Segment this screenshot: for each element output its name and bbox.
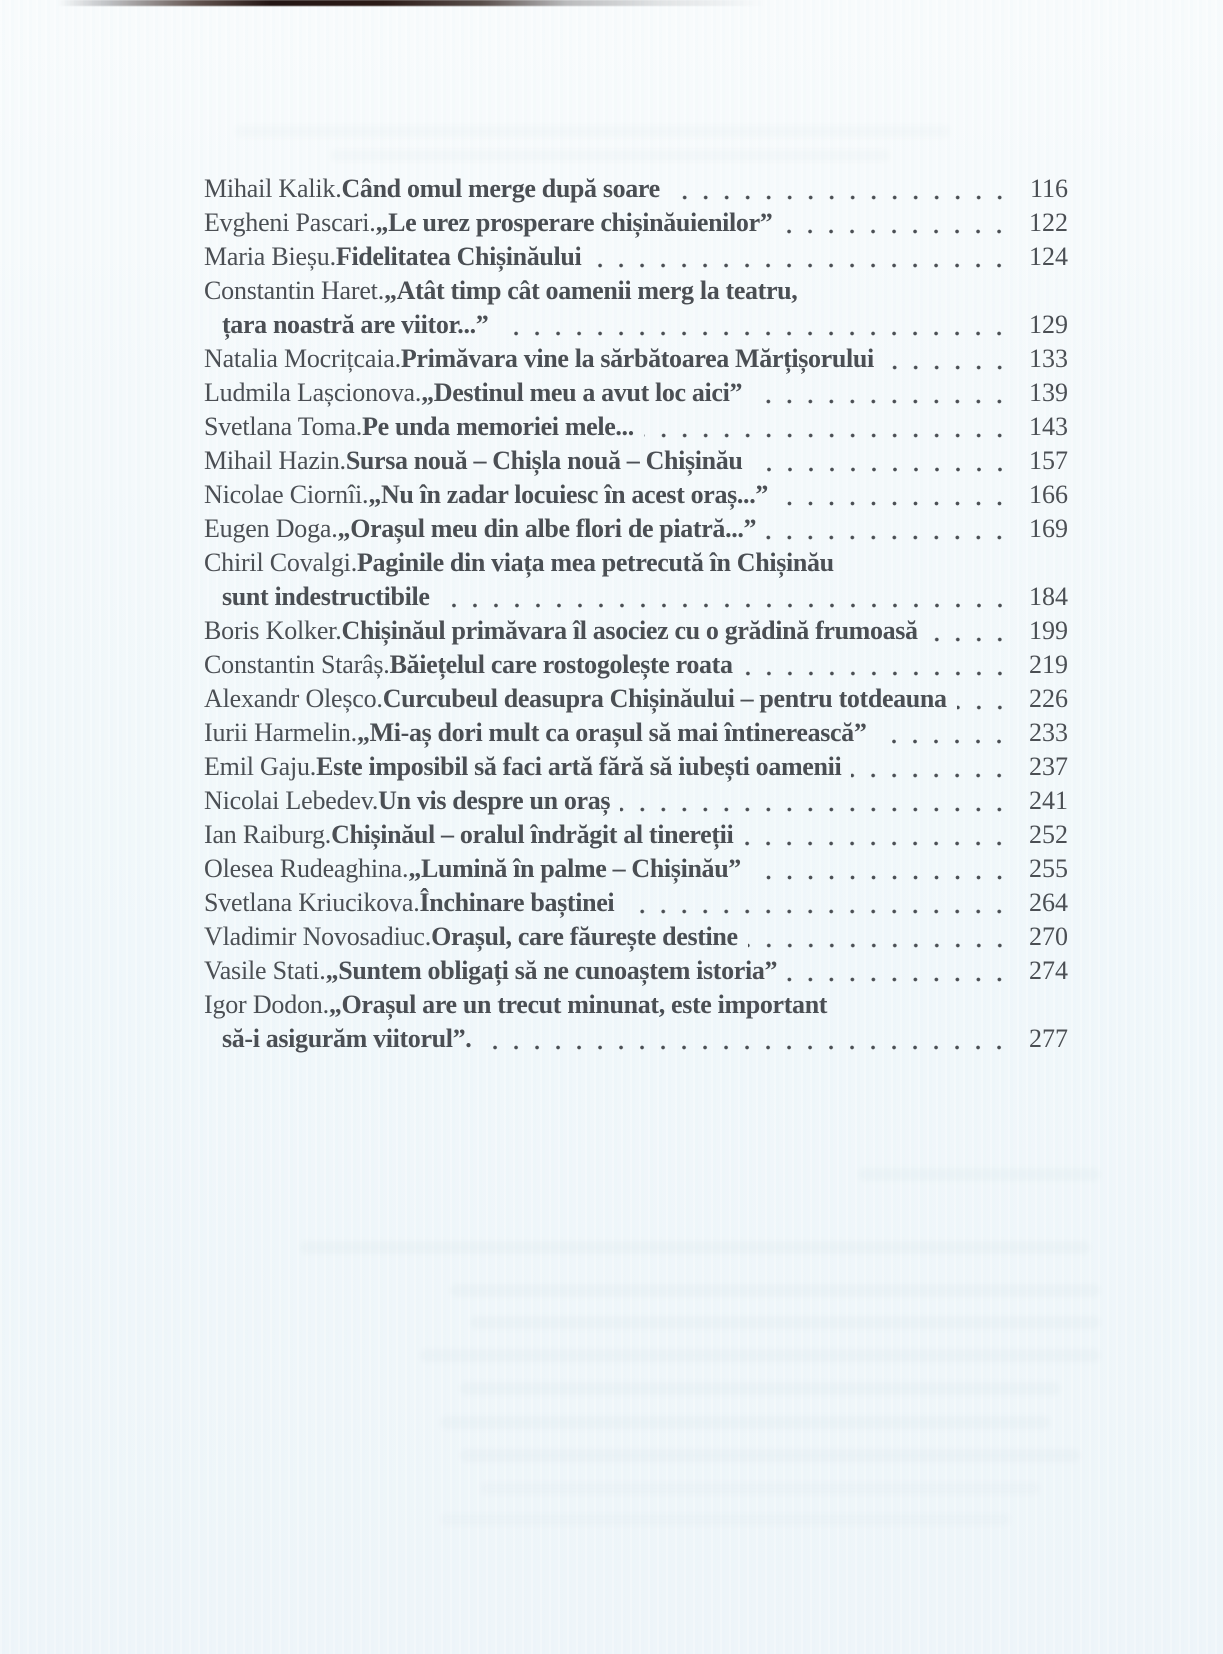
toc-entry-title: Băiețelul care rostogolește roata — [389, 650, 733, 679]
toc-entry-row — [204, 308, 1068, 342]
dot-leader — [670, 172, 1012, 206]
bleed-through-artifact — [330, 149, 890, 162]
toc-entry-page-number: 124 — [1029, 242, 1068, 271]
toc-entry-author: Iurii Harmelin. — [204, 718, 357, 747]
dot-leader — [743, 818, 1012, 852]
toc-entry-row — [204, 920, 1068, 954]
toc-entry-page-number: 122 — [1029, 208, 1068, 237]
dot-leader — [753, 444, 1012, 478]
toc-entry-author: Alexandr Oleșco. — [204, 684, 383, 713]
dot-leader — [591, 240, 1012, 274]
toc-entry-page-number: 219 — [1029, 650, 1068, 679]
toc-entry-author: Svetlana Kriucikova. — [204, 888, 420, 917]
toc-entry-title: Fidelitatea Chișinăului — [335, 242, 582, 271]
dot-leader — [876, 716, 1012, 750]
bleed-through-artifact — [420, 1349, 1100, 1362]
toc-entry-row — [204, 954, 1068, 988]
toc-entry-author: Ludmila Lașcionova. — [204, 378, 422, 407]
dot-leader — [782, 206, 1012, 240]
toc-entry-row — [204, 682, 1068, 716]
bleed-through-artifact — [440, 1513, 1010, 1526]
toc-entry-page-number: 184 — [1029, 582, 1068, 611]
bleed-through-artifact — [440, 1416, 1050, 1429]
dot-leader — [752, 376, 1012, 410]
bleed-through-artifact — [858, 1168, 1100, 1181]
toc-entry-author: Constantin Starâș. — [204, 650, 390, 679]
toc-entry-title: „Le urez prosperare chișinăuienilor” — [375, 208, 773, 237]
table-of-contents — [204, 172, 1068, 1056]
toc-entry-author: Mihail Hazin. — [204, 446, 346, 475]
toc-entry-author: Olesea Rudeaghina. — [204, 854, 409, 883]
bleed-through-artifact — [470, 1316, 1100, 1329]
toc-entry-row — [204, 206, 1068, 240]
toc-entry-title: „Suntem obligați să ne cunoaștem istoria” — [325, 956, 778, 985]
toc-entry-row — [204, 784, 1068, 818]
toc-entry-row — [204, 1022, 1068, 1056]
dot-leader — [620, 784, 1012, 818]
toc-entry-page-number: 277 — [1029, 1024, 1068, 1053]
toc-entry-author: Chiril Covalgi. — [204, 548, 358, 577]
toc-entry-title: „Destinul meu a avut loc aici” — [421, 378, 743, 407]
toc-entry-title: „Atât timp cât oamenii merg la teatru, — [384, 276, 798, 305]
toc-entry-title: Curcubeul deasupra Chișinăului – pentru totdeauna — [382, 684, 947, 713]
dot-leader — [778, 478, 1012, 512]
toc-entry-author: Igor Dodon. — [204, 990, 329, 1019]
toc-entry-row — [204, 988, 1068, 1022]
dot-leader — [787, 954, 1012, 988]
toc-entry-row — [204, 444, 1068, 478]
toc-entry-row — [204, 750, 1068, 784]
dot-leader — [957, 682, 1012, 716]
toc-entry-row — [204, 818, 1068, 852]
toc-entry-title: „Nu în zadar locuiesc în acest oraș...” — [368, 480, 769, 509]
toc-entry-page-number: 241 — [1029, 786, 1068, 815]
toc-entry-title: țara noastră are viitor...” — [222, 310, 489, 339]
toc-entry-row — [204, 410, 1068, 444]
toc-entry-row — [204, 376, 1068, 410]
bleed-through-artifact — [480, 1482, 1040, 1495]
toc-entry-title: sunt indestructibile — [222, 582, 430, 611]
toc-entry-author: Boris Kolker. — [204, 616, 342, 645]
dot-leader — [748, 920, 1012, 954]
toc-entry-row — [204, 172, 1068, 206]
toc-entry-row — [204, 274, 1068, 308]
toc-entry-author: Vladimir Novosadiuc. — [204, 922, 432, 951]
toc-entry-author: Mihail Kalik. — [204, 174, 342, 203]
toc-entry-author: Constantin Haret. — [204, 276, 385, 305]
toc-entry-title: Un vis despre un oraș — [378, 786, 611, 815]
dot-leader — [884, 342, 1012, 376]
toc-entry-row — [204, 580, 1068, 614]
toc-entry-page-number: 252 — [1029, 820, 1068, 849]
toc-entry-row — [204, 240, 1068, 274]
dot-leader — [851, 750, 1012, 784]
toc-entry-author: Nicolae Ciornîi. — [204, 480, 369, 509]
toc-entry-title: Când omul merge după soare — [341, 174, 660, 203]
toc-entry-author: Natalia Mocrițcaia. — [204, 344, 401, 373]
toc-entry-row — [204, 716, 1068, 750]
toc-entry-page-number: 255 — [1029, 854, 1068, 883]
dot-leader — [624, 886, 1012, 920]
toc-entry-page-number: 139 — [1029, 378, 1068, 407]
dot-leader — [498, 308, 1012, 342]
toc-entry-row — [204, 614, 1068, 648]
toc-entry-row — [204, 852, 1068, 886]
toc-entry-page-number: 274 — [1029, 956, 1068, 985]
toc-entry-row — [204, 648, 1068, 682]
toc-entry-row — [204, 342, 1068, 376]
dot-leader — [751, 852, 1012, 886]
toc-entry-title: Închinare baștinei — [419, 888, 615, 917]
bleed-through-artifact — [300, 1241, 1090, 1254]
dot-leader — [928, 614, 1012, 648]
toc-entry-page-number: 226 — [1029, 684, 1068, 713]
toc-entry-author: Maria Bieșu. — [204, 242, 336, 271]
toc-entry-title: Chișinăul – oralul îndrăgit al tinereții — [331, 820, 734, 849]
toc-entry-author: Vasile Stati. — [204, 956, 326, 985]
toc-entry-row — [204, 886, 1068, 920]
toc-entry-title: „Lumină în palme – Chișinău” — [408, 854, 741, 883]
toc-entry-author: Svetlana Toma. — [204, 412, 363, 441]
toc-entry-author: Evgheni Pascari. — [204, 208, 376, 237]
bleed-through-artifact — [460, 1382, 1060, 1395]
toc-entry-page-number: 199 — [1029, 616, 1068, 645]
toc-entry-title: Paginile din viața mea petrecută în Chișinău — [357, 548, 834, 577]
toc-entry-page-number: 157 — [1029, 446, 1068, 475]
dot-leader — [766, 512, 1012, 546]
toc-entry-page-number: 264 — [1029, 888, 1068, 917]
toc-entry-author: Nicolai Lebedev. — [204, 786, 379, 815]
bleed-through-artifact — [450, 1284, 1100, 1297]
bleed-through-artifact — [460, 1449, 1080, 1462]
toc-entry-row — [204, 512, 1068, 546]
toc-entry-title: Chișinăul primăvara îl asociez cu o grădină frumoasă — [341, 616, 918, 645]
toc-entry-row — [204, 478, 1068, 512]
toc-entry-page-number: 169 — [1029, 514, 1068, 543]
toc-entry-title: Sursa nouă – Chișla nouă – Chișinău — [345, 446, 743, 475]
scan-edge-artifact — [58, 0, 764, 6]
bleed-through-artifact — [235, 125, 950, 138]
toc-entry-title: „Orașul are un trecut minunat, este important — [328, 990, 828, 1019]
toc-entry-title: Orașul, care făurește destine — [431, 922, 738, 951]
toc-entry-row — [204, 546, 1068, 580]
dot-leader — [743, 648, 1012, 682]
dot-leader — [440, 580, 1012, 614]
toc-entry-page-number: 233 — [1029, 718, 1068, 747]
toc-entry-author: Eugen Doga. — [204, 514, 338, 543]
toc-entry-title: să-i asigurăm viitorul”. — [222, 1024, 472, 1053]
toc-entry-title: „Mi-aș dori mult ca orașul să mai întinerească” — [356, 718, 867, 747]
toc-entry-title: Primăvara vine la sărbătoarea Mărțișorului — [400, 344, 874, 373]
toc-entry-page-number: 237 — [1029, 752, 1068, 781]
toc-entry-page-number: 129 — [1029, 310, 1068, 339]
toc-entry-title: Pe unda memoriei mele... — [362, 412, 634, 441]
dot-leader — [644, 410, 1012, 444]
toc-entry-title: „Orașul meu din albe flori de piatră...” — [337, 514, 757, 543]
toc-entry-page-number: 143 — [1029, 412, 1068, 441]
toc-entry-author: Emil Gaju. — [204, 752, 317, 781]
toc-entry-title: Este imposibil să faci artă fără să iubești oamenii — [316, 752, 842, 781]
dot-leader — [481, 1022, 1012, 1056]
toc-entry-page-number: 116 — [1029, 174, 1068, 203]
toc-entry-author: Ian Raiburg. — [204, 820, 332, 849]
toc-entry-page-number: 133 — [1029, 344, 1068, 373]
toc-entry-page-number: 166 — [1029, 480, 1068, 509]
toc-entry-page-number: 270 — [1029, 922, 1068, 951]
